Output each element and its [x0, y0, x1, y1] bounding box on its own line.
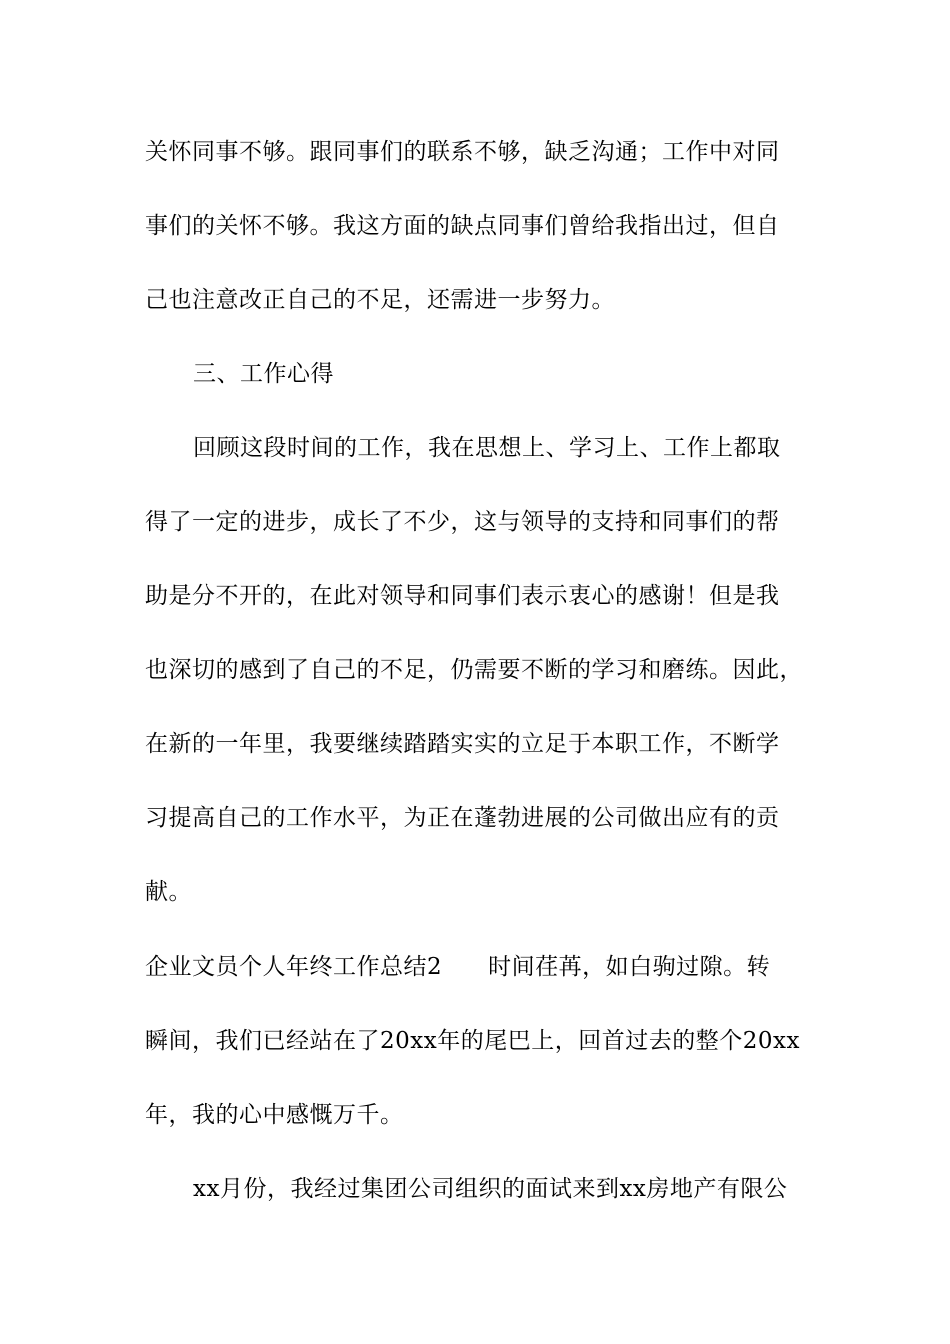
paragraph-line: 得了一定的进步，成长了不少，这与领导的支持和同事们的帮	[145, 509, 780, 535]
document-title: 企业文员个人年终工作总结2	[145, 954, 443, 980]
paragraph-line: 也深切的感到了自己的不足，仍需要不断的学习和磨练。因此，	[145, 657, 803, 683]
paragraph-line: 年，我的心中感慨万千。	[145, 1102, 404, 1128]
paragraph-line: 瞬间，我们已经站在了20xx年的尾巴上，回首过去的整个20xx	[145, 1028, 800, 1054]
paragraph-line: 关怀同事不够。跟同事们的联系不够，缺乏沟通；工作中对同	[145, 139, 780, 165]
paragraph-line: 助是分不开的，在此对领导和同事们表示衷心的感谢！但是我	[145, 583, 780, 609]
paragraph-line: 习提高自己的工作水平，为正在蓬勃进展的公司做出应有的贡	[145, 805, 780, 831]
paragraph-line: 事们的关怀不够。我这方面的缺点同事们曾给我指出过，但自	[145, 213, 780, 239]
paragraph-text: 时间荏苒，如白驹过隙。转	[488, 954, 771, 980]
paragraph-line: 回顾这段时间的工作，我在思想上、学习上、工作上都取	[193, 435, 781, 461]
paragraph-line: 在新的一年里，我要继续踏踏实实的立足于本职工作，不断学	[145, 731, 780, 757]
paragraph-line: 己也注意改正自己的不足，还需进一步努力。	[145, 287, 615, 313]
section-heading: 三、工作心得	[193, 361, 334, 387]
paragraph-line: 献。	[145, 879, 192, 905]
paragraph-line: xx月份，我经过集团公司组织的面试来到xx房地产有限公	[193, 1176, 788, 1202]
document-title-line	[145, 952, 825, 982]
